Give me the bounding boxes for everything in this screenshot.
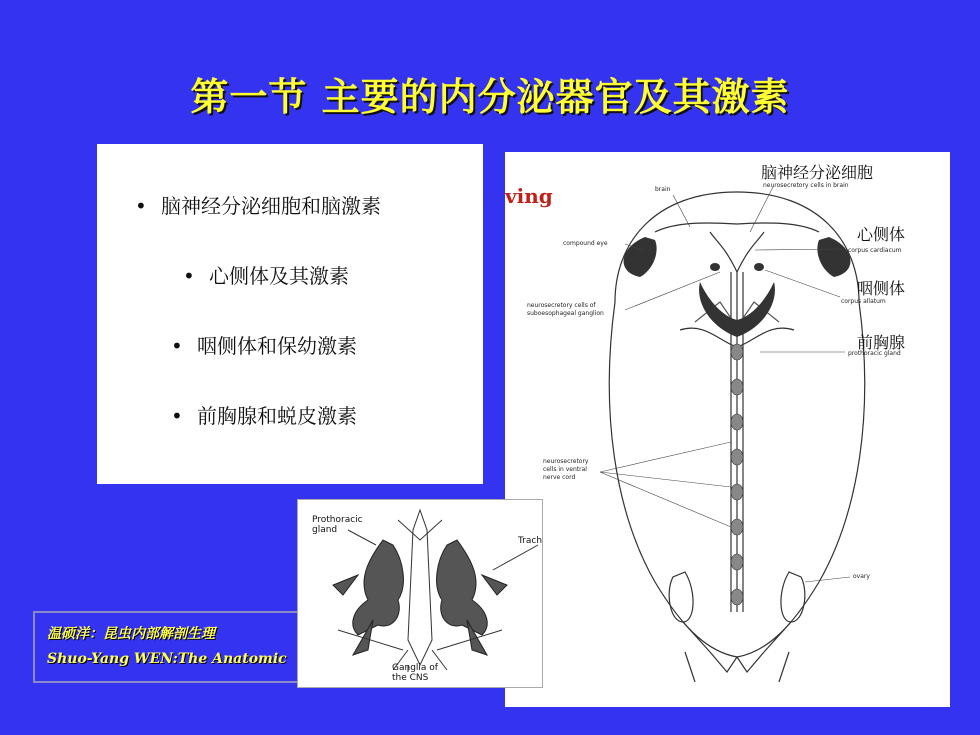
credit-line-en: Shuo-Yang WEN:The Anatomic xyxy=(47,651,287,667)
label-ptg-en: prothoracic gland xyxy=(848,350,901,357)
label-cc-en: corpus cardiacum xyxy=(848,247,902,254)
credit-line-cn: 温硕洋：昆虫内部解剖生理 xyxy=(47,626,215,642)
inset-label-ganglia-2: the CNS xyxy=(392,673,429,683)
label-compound-eye-en: compound eye xyxy=(563,240,608,247)
inset-label-ganglia-1: Ganglia of xyxy=(392,663,438,673)
bullet-dot: • xyxy=(171,404,183,428)
label-nsc-brain-en: neurosecretory cells in brain xyxy=(763,182,849,189)
label-nsc-vent3-en: nerve cord xyxy=(543,474,576,481)
inset-label-prothoracic-1: Prothoracic xyxy=(312,515,363,525)
bullet-text: 脑神经分泌细胞和脑激素 xyxy=(161,194,381,218)
bullet-item xyxy=(135,190,381,219)
prothoracic-gland-inset xyxy=(297,499,543,688)
label-brain-nsc: 脑神经分泌细胞 xyxy=(761,163,874,182)
bullet-dot: • xyxy=(183,264,195,288)
inset-label-ganglia xyxy=(392,663,438,683)
bullet-item xyxy=(171,400,357,429)
partial-heading: ving xyxy=(505,184,553,208)
label-ca: 咽侧体 xyxy=(857,279,906,298)
label-ptg: 前胸腺 xyxy=(857,333,906,352)
bullet-text: 心侧体及其激素 xyxy=(209,264,349,288)
label-ca-en: corpus allatum xyxy=(841,298,886,305)
bullet-text: 咽侧体和保幼激素 xyxy=(197,334,357,358)
label-brain-en: brain xyxy=(655,186,671,193)
inset-label-prothoracic-2: gland xyxy=(312,525,338,535)
bullet-item xyxy=(171,330,357,359)
label-nsc-sub1-en: neurosecretory cells of xyxy=(527,302,596,309)
label-cc: 心侧体 xyxy=(857,225,906,244)
label-nsc-vent2-en: cells in ventral xyxy=(543,466,587,473)
label-nsc-sub2-en: suboesophageal ganglion xyxy=(527,310,604,317)
bullet-dot: • xyxy=(135,194,147,218)
slide-title: 第一节 主要的内分泌器官及其激素 xyxy=(190,75,790,119)
inset-label-prothoracic xyxy=(312,515,363,535)
bullet-list-panel xyxy=(97,144,483,484)
bullet-item xyxy=(183,260,349,289)
inset-label-trach: Trach xyxy=(518,536,543,546)
label-ovary-en: ovary xyxy=(853,573,870,580)
insect-endocrine-diagram xyxy=(505,152,950,707)
bullet-text: 前胸腺和蜕皮激素 xyxy=(197,404,357,428)
bullet-dot: • xyxy=(171,334,183,358)
label-nsc-vent1-en: neurosecretory xyxy=(543,458,589,465)
